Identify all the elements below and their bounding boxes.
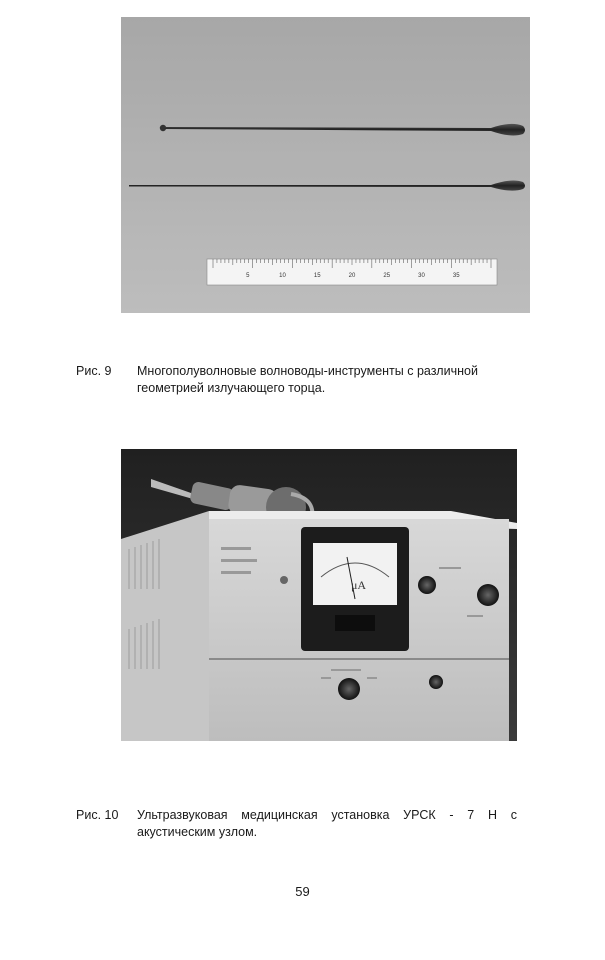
waveguides-image <box>121 17 530 313</box>
page-number: 59 <box>295 884 310 899</box>
meter-unit-label: μA <box>351 578 367 592</box>
figure-9-caption <box>76 363 536 399</box>
ruler-tick-label: 5 <box>246 273 250 279</box>
figure-9-caption-text: Многополуволновые волноводы-инструменты с различной геометрией излучающего торца. <box>137 364 478 395</box>
figure-10-photo <box>121 449 517 741</box>
ruler-tick-label: 25 <box>383 273 391 279</box>
figure-10-caption <box>76 807 536 843</box>
figure-10-caption-text: Ультразвуковая медицинская установка УРСК - 7 Н с акустическим узлом. <box>137 808 517 839</box>
ruler-tick-label: 10 <box>279 273 286 279</box>
ruler-tick-label: 15 <box>313 273 321 279</box>
ultrasound-unit-image <box>121 449 517 741</box>
ruler-tick-label: 30 <box>418 273 425 279</box>
figure-9-label: Рис. 9 <box>76 364 112 378</box>
ruler-tick-label: 35 <box>452 273 460 279</box>
ruler <box>207 259 497 285</box>
figure-10-label: Рис. 10 <box>76 808 119 822</box>
figure-9-photo <box>121 17 530 313</box>
ruler-tick-label: 20 <box>348 273 356 279</box>
